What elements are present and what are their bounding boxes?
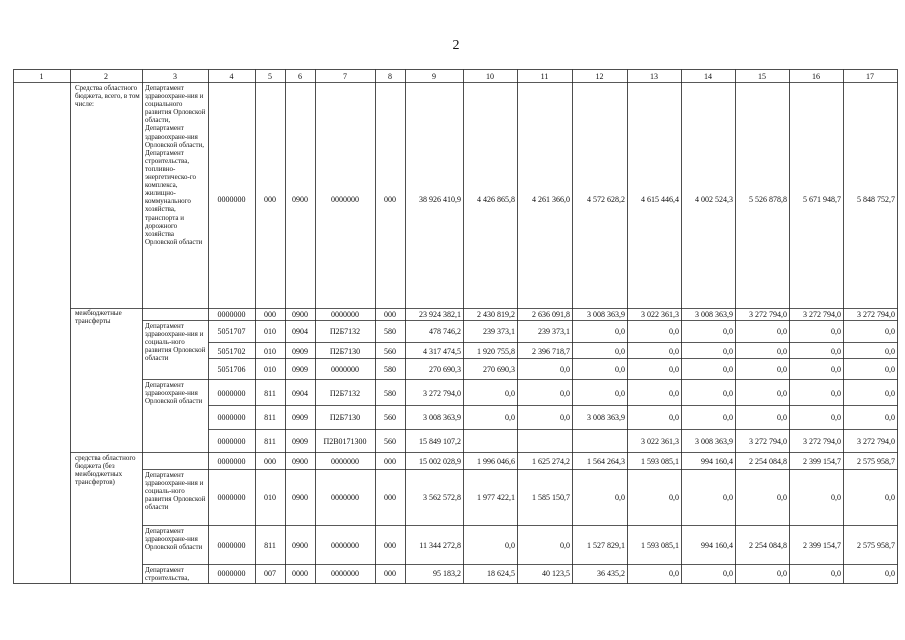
table-cell: 2 399 154,7 <box>803 457 841 466</box>
table-cell: 4 317 474,5 <box>423 347 461 356</box>
table-cell: 811 <box>264 389 276 398</box>
header-cell: 6 <box>298 72 302 81</box>
table-cell: 560 <box>384 347 396 356</box>
table-cell: 0000000 <box>331 195 359 204</box>
table-cell: 40 123,5 <box>542 569 570 578</box>
table-cell: 270 690,3 <box>429 365 461 374</box>
table-cell: 0,0 <box>615 493 625 502</box>
table-cell: 0,0 <box>723 569 733 578</box>
table-cell: 0,0 <box>723 347 733 356</box>
table-cell: 3 272 794,0 <box>803 437 841 446</box>
table-cell: 560 <box>384 413 396 422</box>
header-cell: 16 <box>812 72 820 81</box>
table-cell: 95 183,2 <box>433 569 461 578</box>
table-cell: 0900 <box>292 457 308 466</box>
table-cell: 3 562 572,8 <box>423 493 461 502</box>
table-cell: 994 160,4 <box>701 457 733 466</box>
header-cell: 2 <box>104 72 108 81</box>
table-cell: 0,0 <box>560 413 570 422</box>
table-cell: 239 373,1 <box>483 327 515 336</box>
table-cell: 994 160,4 <box>701 541 733 550</box>
table-cell: 0,0 <box>885 493 895 502</box>
table-cell: 5 671 948,7 <box>803 195 841 204</box>
department-social-2: Департамент здравоохране-ния и социаль-ного развития Орловской области <box>145 471 206 512</box>
table-cell: 0,0 <box>669 413 679 422</box>
table-cell: 0000000 <box>217 437 246 446</box>
table-cell: 3 008 363,9 <box>587 310 625 319</box>
table-cell: 5051707 <box>217 327 246 336</box>
table-cell: 000 <box>384 493 396 502</box>
table-cell: 3 022 361,3 <box>641 437 679 446</box>
row-label-intertransfers: межбюджетные трансферты <box>75 309 122 326</box>
table-cell: 2 575 958,7 <box>857 541 895 550</box>
table-cell: 0000000 <box>217 195 246 204</box>
table-cell: 010 <box>264 493 276 502</box>
table-cell: П2Б7130 <box>329 347 361 356</box>
table-cell: 0,0 <box>669 347 679 356</box>
table-cell: 3 272 794,0 <box>749 310 787 319</box>
table-cell: 0904 <box>292 327 308 336</box>
table-cell: 010 <box>264 347 276 356</box>
table-cell: 239 373,1 <box>538 327 570 336</box>
table-cell: 0909 <box>292 365 308 374</box>
table-cell: 0,0 <box>777 569 787 578</box>
table-cell: 3 022 361,3 <box>641 310 679 319</box>
table-cell: 0900 <box>292 541 308 550</box>
table-cell: 18 624,5 <box>487 569 515 578</box>
table-cell: 0,0 <box>831 389 841 398</box>
table-cell: 0,0 <box>885 347 895 356</box>
table-cell: 3 272 794,0 <box>803 310 841 319</box>
table-cell: 0,0 <box>723 413 733 422</box>
table-cell: 0,0 <box>777 347 787 356</box>
table-cell: 1 996 046,6 <box>477 457 515 466</box>
table-cell: 0900 <box>292 195 308 204</box>
header-cell: 7 <box>343 72 347 81</box>
table-cell: 0,0 <box>560 389 570 398</box>
table-cell: 0000000 <box>217 389 246 398</box>
table-cell: 0,0 <box>777 365 787 374</box>
table-cell: 15 849 107,2 <box>419 437 461 446</box>
table-cell: 0904 <box>292 389 308 398</box>
table-cell: 000 <box>384 541 396 550</box>
header-cell: 15 <box>758 72 766 81</box>
table-cell: 0,0 <box>615 327 625 336</box>
table-cell: 0,0 <box>723 493 733 502</box>
table-cell: 0900 <box>292 493 308 502</box>
table-cell: 11 344 272,8 <box>419 541 461 550</box>
header-cell: 1 <box>39 72 44 81</box>
department-health-2: Департамент здравоохране-ния Орловской области <box>145 527 203 552</box>
table-cell: 010 <box>264 327 276 336</box>
table-cell: 2 575 958,7 <box>857 457 895 466</box>
table-cell: 4 426 865,8 <box>477 195 515 204</box>
table-cell: 0,0 <box>831 493 841 502</box>
table-cell: 1 920 755,8 <box>477 347 515 356</box>
table-cell: 3 008 363,9 <box>423 413 461 422</box>
table-cell: 000 <box>264 310 276 319</box>
header-cell: 10 <box>486 72 494 81</box>
department-construction: Департамент строительства, <box>145 566 190 583</box>
table-cell: 36 435,2 <box>597 569 625 578</box>
table-cell: 0,0 <box>560 541 570 550</box>
table-cell: 3 008 363,9 <box>695 437 733 446</box>
table-cell: 1 977 422,1 <box>477 493 515 502</box>
table-cell: 0,0 <box>723 365 733 374</box>
table-cell: 000 <box>384 457 396 466</box>
table-cell: 0,0 <box>669 569 679 578</box>
table-cell: 0,0 <box>777 493 787 502</box>
table-cell: 0,0 <box>723 389 733 398</box>
table-cell: 0,0 <box>669 327 679 336</box>
header-cell: 5 <box>268 72 272 81</box>
table-cell: 38 926 410,9 <box>419 195 461 204</box>
table-cell: 3 272 794,0 <box>423 389 461 398</box>
table-cell: 0,0 <box>831 347 841 356</box>
table-cell: 0,0 <box>669 389 679 398</box>
table-cell: 811 <box>264 541 276 550</box>
table-cell: 1 585 150,7 <box>532 493 570 502</box>
table-cell: 1 527 829,1 <box>587 541 625 550</box>
department-list: Департамент здравоохране-ния и социального развития Орловской области, Департамент здравоохране-ния Орловской области, Департамент строительства, топливно-энергетическо-го комплекса, жилищно-коммунального хозяйства, транспорта и дорожного хозяйства Орловской области <box>145 84 206 246</box>
table-cell: 0,0 <box>885 569 895 578</box>
table-cell: 0909 <box>292 437 308 446</box>
table-cell: 811 <box>264 413 276 422</box>
table-cell: 0900 <box>292 310 308 319</box>
table-cell: 0,0 <box>615 365 625 374</box>
table-cell: 000 <box>384 195 396 204</box>
table-cell: 000 <box>384 310 396 319</box>
table-cell: 0,0 <box>615 347 625 356</box>
table-cell: 2 430 819,2 <box>477 310 515 319</box>
table-cell: 5051702 <box>217 347 246 356</box>
header-cell: 12 <box>595 72 604 81</box>
table-cell: 0,0 <box>885 327 895 336</box>
table-cell: 0000000 <box>331 569 359 578</box>
table-cell: 2 254 084,8 <box>749 457 787 466</box>
table-cell: 0,0 <box>560 365 570 374</box>
table-cell: 0,0 <box>723 327 733 336</box>
table-cell: 2 399 154,7 <box>803 541 841 550</box>
table-cell: 0,0 <box>831 569 841 578</box>
table-cell: 5 848 752,7 <box>857 195 895 204</box>
table-cell: 0000000 <box>217 541 246 550</box>
table-cell: 0000000 <box>217 569 246 578</box>
table-cell: 3 008 363,9 <box>587 413 625 422</box>
table-cell: 4 261 366,0 <box>532 195 570 204</box>
table-cell: П2Б7130 <box>329 413 361 422</box>
table-cell: 0,0 <box>777 327 787 336</box>
table-cell: 3 272 794,0 <box>857 310 895 319</box>
table-cell: 0000000 <box>331 365 359 374</box>
table-cell: 4 572 628,2 <box>587 195 625 204</box>
table-cell: П2Б7132 <box>329 389 361 398</box>
table-cell: 1 593 085,1 <box>641 541 679 550</box>
header-cell: 9 <box>432 72 436 81</box>
table-cell: 4 002 524,3 <box>695 195 733 204</box>
table-cell: 0,0 <box>615 389 625 398</box>
table-cell: 0,0 <box>669 493 679 502</box>
table-cell: 0,0 <box>505 541 515 550</box>
table-cell: 560 <box>384 437 396 446</box>
table-cell: 478 746,2 <box>429 327 461 336</box>
table-cell: П2Б7132 <box>329 327 361 336</box>
table-cell: 0000000 <box>217 413 246 422</box>
table-cell: 2 636 091,8 <box>532 310 570 319</box>
table-cell: 3 272 794,0 <box>749 437 787 446</box>
table-cell: 5051706 <box>217 365 246 374</box>
header-cell: 11 <box>540 72 549 81</box>
table-cell: 23 924 382,1 <box>419 310 461 319</box>
table-cell: 0,0 <box>831 327 841 336</box>
page-number: 2 <box>452 38 460 53</box>
table-cell: 007 <box>264 569 276 578</box>
table-cell: 1 625 274,2 <box>532 457 570 466</box>
table-cell: 4 615 446,4 <box>641 195 679 204</box>
header-cell: 4 <box>229 72 234 81</box>
table-cell: 0,0 <box>831 365 841 374</box>
table-cell: 0,0 <box>885 413 895 422</box>
table-cell: 0,0 <box>831 413 841 422</box>
table-cell: 2 254 084,8 <box>749 541 787 550</box>
table-cell: 0000000 <box>331 493 359 502</box>
table-cell: 0909 <box>292 347 308 356</box>
department-health: Департамент здравоохране-ния Орловской области <box>145 381 203 406</box>
table-cell: 3 008 363,9 <box>695 310 733 319</box>
header-cell: 8 <box>388 72 392 81</box>
table-cell: 3 272 794,0 <box>857 437 895 446</box>
table-cell: 0,0 <box>505 389 515 398</box>
header-cell: 13 <box>650 72 658 81</box>
table-cell: 1 593 085,1 <box>641 457 679 466</box>
department-social: Департамент здравоохране-ния и социаль-ного развития Орловской области <box>145 322 206 363</box>
row-label-budget-total: Средства областного бюджета, всего, в том числе: <box>75 84 140 109</box>
table-cell: 0000000 <box>217 310 246 319</box>
table-cell: 0,0 <box>777 389 787 398</box>
table-cell: 0,0 <box>885 389 895 398</box>
table-cell: 811 <box>264 437 276 446</box>
header-cell: 17 <box>866 72 874 81</box>
table-cell: 580 <box>384 327 396 336</box>
table-cell: 270 690,3 <box>483 365 515 374</box>
table-cell: 000 <box>264 457 276 466</box>
table-cell: 0000000 <box>331 457 359 466</box>
table-cell: 15 002 028,9 <box>419 457 461 466</box>
table-cell: П2В0171300 <box>323 437 367 446</box>
table-cell: 010 <box>264 365 276 374</box>
header-cell: 3 <box>173 72 177 81</box>
table-cell: 0000000 <box>217 493 246 502</box>
table-cell: 0909 <box>292 413 308 422</box>
table-cell: 580 <box>384 389 396 398</box>
table-cell: 580 <box>384 365 396 374</box>
table-cell: 0,0 <box>777 413 787 422</box>
table-cell: 0000000 <box>331 310 359 319</box>
header-cell: 14 <box>704 72 712 81</box>
table-cell: 000 <box>384 569 396 578</box>
table-cell: 0,0 <box>885 365 895 374</box>
table-cell: 1 564 264,3 <box>587 457 625 466</box>
table-cell: 0000000 <box>331 541 359 550</box>
table-cell: 000 <box>264 195 276 204</box>
table-cell: 0000 <box>292 569 308 578</box>
table-cell: 0,0 <box>669 365 679 374</box>
table-cell: 0000000 <box>217 457 246 466</box>
table-cell: 5 526 878,8 <box>749 195 787 204</box>
table-cell: 0,0 <box>505 413 515 422</box>
table-cell: 2 396 718,7 <box>532 347 570 356</box>
row-label-own-funds: средства областного бюджета (без межбюджетных трансфертов) <box>75 454 136 487</box>
